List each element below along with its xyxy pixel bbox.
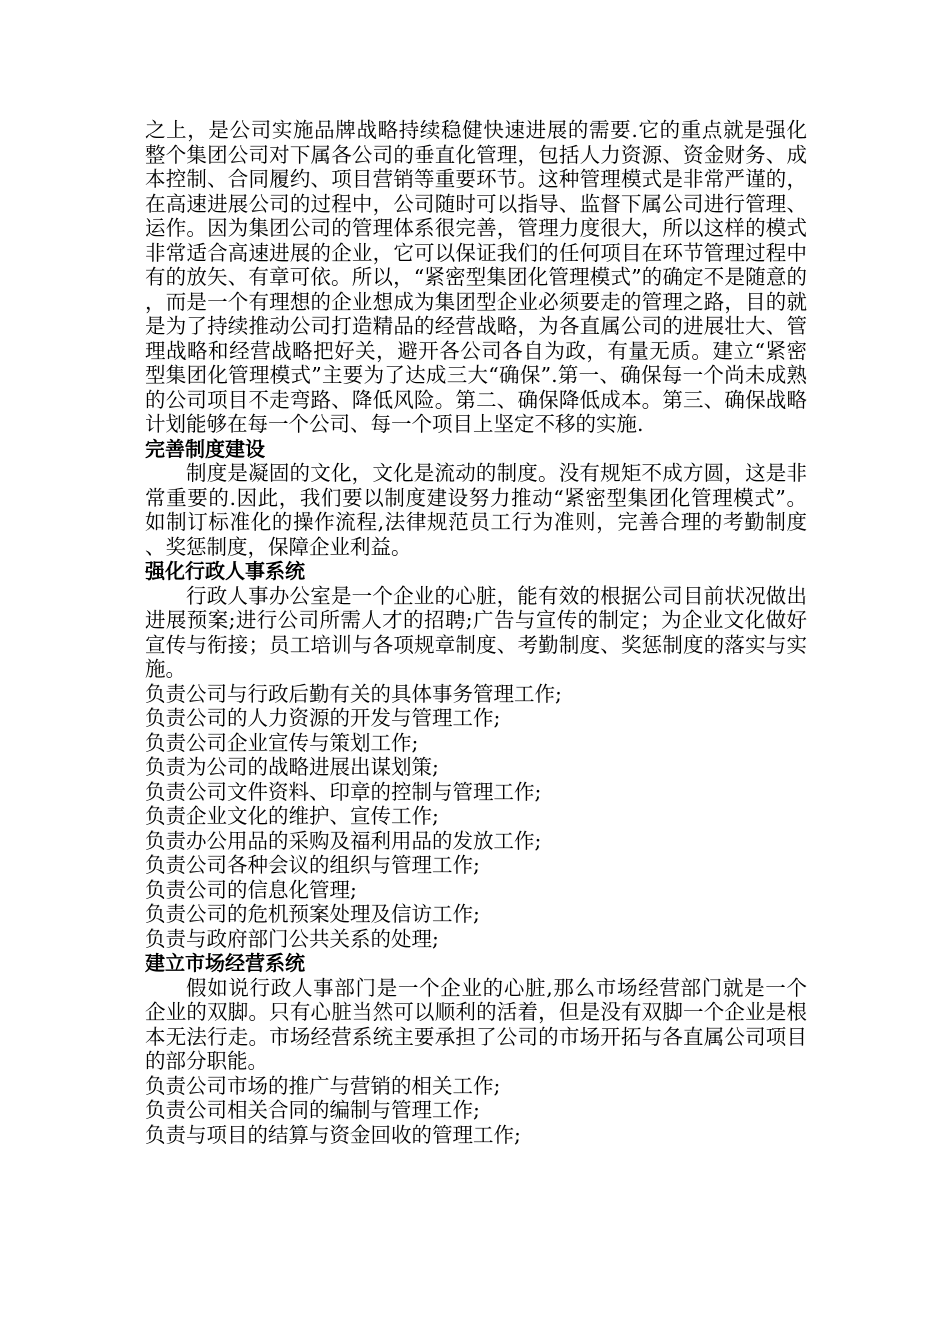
- list-item: 负责公司的危机预案处理及信访工作;: [145, 902, 480, 926]
- list-item: 负责公司文件资料、印章的控制与管理工作;: [145, 779, 542, 804]
- list-item: 负责公司市场的推广与营销的相关工作;: [145, 1073, 501, 1098]
- section-paragraph-admin: 行政人事办公室是一个企业的心脏，能有效的根据公司目前状况做出进展预案;进行公司所需人才的招聘;广告与宣传的制定；为企业文化做好宣传与衔接；员工培训与各项规章制度、考勤制度、奖惩制度的落实与实施。: [145, 583, 807, 681]
- list-item: 负责公司的人力资源的开发与管理工作;: [145, 706, 501, 730]
- admin-duty-list: [145, 682, 807, 952]
- list-item: 负责与项目的结算与资金回收的管理工作;: [145, 1122, 521, 1147]
- section-heading-system: 完善制度建设: [145, 436, 265, 461]
- list-item: 负责公司与行政后勤有关的具体事务管理工作;: [145, 681, 562, 706]
- list-item: 负责公司各种会议的组织与管理工作;: [145, 853, 480, 877]
- list-item: 负责公司相关合同的编制与管理工作;: [145, 1098, 480, 1122]
- section-paragraph-market: 假如说行政人事部门是一个企业的心脏,那么市场经营部门就是一个企业的双脚。只有心脏当然可以顺利的活着，但是没有双脚一个企业是根本无法行走。市场经营系统主要承担了公司的市场开拓与各直属公司项目的部分职能。: [145, 975, 807, 1073]
- list-item: 负责为公司的战略进展出谋划策;: [145, 755, 439, 779]
- market-duty-list: [145, 1074, 807, 1148]
- list-item: 负责公司的信息化管理;: [145, 877, 357, 902]
- section-paragraph-system: 制度是凝固的文化，文化是流动的制度。没有规矩不成方圆，这是非常重要的.因此，我们要以制度建设努力推动“紧密型集团化管理模式”。如制订标准化的操作流程,法律规范员工行为准则，完善合理的考勤制度、奖惩制度，保障企业利益。: [145, 461, 807, 559]
- list-item: 负责与政府部门公共关系的处理;: [145, 926, 439, 951]
- intro-paragraph: 之上，是公司实施品牌战略持续稳健快速进展的需要.它的重点就是强化整个集团公司对下属各公司的垂直化管理，包括人力资源、资金财务、成本控制、合同履约、项目营销等重要环节。这种管理模式是非常严谨的，在高速进展公司的过程中，公司随时可以指导、监督下属公司进行管理、运作。因为集团公司的管理体系很完善，管理力度很大，所以这样的模式非常适合高速进展的企业，它可以保证我们的任何项目在环节管理过程中有的放矢、有章可依。所以，“紧密型集团化管理模式”的确定不是随意的，而是一个有理想的企业想成为集团型企业必须要走的管理之路，目的就是为了持续推动公司打造精品的经营战略，为各直属公司的进展壮大、管理战略和经营战略把好关，避开各公司各自为政，有量无质。建立“紧密型集团化管理模式”主要为了达成三大“确保”.第一、确保每一个尚未成熟的公司项目不走弯路、降低风险。第二、确保降低成本。第三、确保战略计划能够在每一个公司、每一个项目上坚定不移的实施.: [145, 118, 807, 436]
- document-page: [145, 118, 807, 1147]
- section-heading-market: 建立市场经营系统: [145, 951, 305, 975]
- list-item: 负责公司企业宣传与策划工作;: [145, 730, 419, 755]
- list-item: 负责办公用品的采购及福利用品的发放工作;: [145, 828, 542, 853]
- list-item: 负责企业文化的维护、宣传工作;: [145, 804, 439, 828]
- section-heading-admin: 强化行政人事系统: [145, 559, 305, 583]
